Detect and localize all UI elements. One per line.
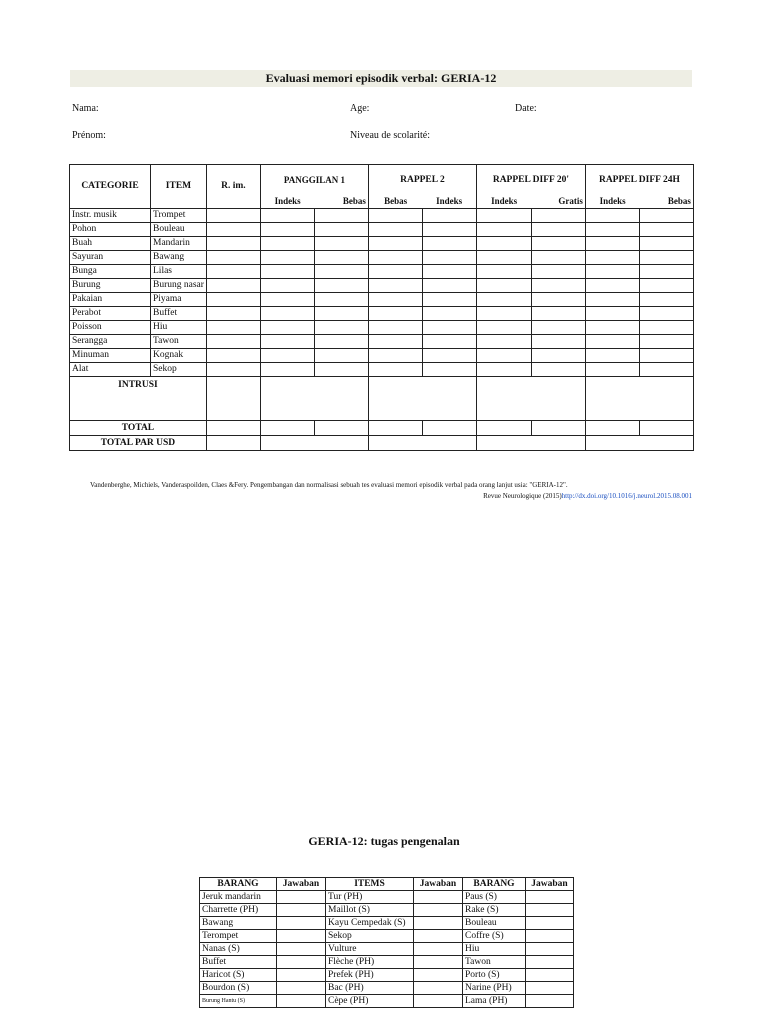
answer-cell[interactable]: [476, 278, 531, 292]
answer-cell[interactable]: [531, 292, 585, 306]
recognition-item: Bac (PH): [326, 982, 414, 995]
reference-source: [483, 492, 692, 500]
answer-cell[interactable]: [639, 348, 693, 362]
answer-cell[interactable]: [639, 320, 693, 334]
answer-cell[interactable]: [314, 320, 368, 334]
answer-cell[interactable]: [260, 334, 314, 348]
recognition-item: Bourdon (S): [200, 982, 277, 995]
table-row: [200, 969, 574, 982]
answer-cell[interactable]: [314, 250, 368, 264]
answer-cell[interactable]: [422, 264, 476, 278]
answer-cell[interactable]: [260, 250, 314, 264]
rec-header: ITEMS: [326, 878, 414, 891]
answer-cell[interactable]: [585, 264, 639, 278]
answer-cell[interactable]: [476, 222, 531, 236]
answer-cell[interactable]: [206, 334, 260, 348]
answer-cell[interactable]: [260, 306, 314, 320]
rec-header: Jawaban: [414, 878, 463, 891]
answer-cell[interactable]: [206, 306, 260, 320]
category-cell: Instr. musik: [70, 208, 151, 222]
item-cell: Sekop: [151, 362, 207, 376]
reference-citation: Vandenberghe, Michiels, Vanderaspoilden, Claes &Fery. Pengembangan dan normalisasi sebuah tes evaluasi memori episodik verbal pada orang lanjut usia: "GERIA-12".: [90, 481, 568, 489]
category-cell: Poisson: [70, 320, 151, 334]
answer-cell[interactable]: [260, 292, 314, 306]
answer-cell[interactable]: [585, 222, 639, 236]
table-row: [200, 930, 574, 943]
answer-cell[interactable]: [368, 348, 422, 362]
recognition-item: Burung Hantu (S): [200, 995, 277, 1008]
answer-cell[interactable]: [277, 904, 326, 917]
recognition-table: [199, 877, 574, 1008]
table-row: [70, 222, 694, 236]
answer-cell[interactable]: [422, 420, 476, 435]
intrusi-label: INTRUSI: [70, 376, 207, 420]
subheader: Indeks: [476, 195, 531, 209]
answer-cell[interactable]: [526, 943, 574, 956]
answer-cell[interactable]: [260, 222, 314, 236]
answer-cell[interactable]: [531, 278, 585, 292]
answer-cell[interactable]: [206, 420, 260, 435]
answer-cell[interactable]: [639, 236, 693, 250]
recognition-item: Paus (S): [463, 891, 526, 904]
answer-cell[interactable]: [476, 348, 531, 362]
age-label: Age:: [350, 103, 370, 114]
answer-cell[interactable]: [526, 995, 574, 1008]
answer-cell[interactable]: [639, 292, 693, 306]
answer-cell[interactable]: [277, 891, 326, 904]
answer-cell[interactable]: [260, 420, 314, 435]
recognition-item: Porto (S): [463, 969, 526, 982]
recognition-item: Hiu: [463, 943, 526, 956]
table-row: [200, 891, 574, 904]
answer-cell[interactable]: [526, 956, 574, 969]
answer-cell[interactable]: [585, 348, 639, 362]
table-row: [70, 278, 694, 292]
table-row: [70, 348, 694, 362]
answer-cell[interactable]: [585, 208, 639, 222]
answer-cell[interactable]: [206, 348, 260, 362]
answer-cell[interactable]: [314, 222, 368, 236]
answer-cell[interactable]: [206, 250, 260, 264]
date-label: Date:: [515, 103, 537, 114]
table-row: [200, 982, 574, 995]
answer-cell[interactable]: [206, 292, 260, 306]
answer-cell[interactable]: [476, 306, 531, 320]
answer-cell[interactable]: [422, 222, 476, 236]
answer-cell[interactable]: [368, 292, 422, 306]
answer-cell[interactable]: [476, 250, 531, 264]
recognition-item: Tur (PH): [326, 891, 414, 904]
rec-header: BARANG: [200, 878, 277, 891]
answer-cell[interactable]: [314, 264, 368, 278]
answer-cell[interactable]: [639, 306, 693, 320]
header-item: ITEM: [151, 165, 207, 209]
answer-cell[interactable]: [531, 348, 585, 362]
table-row: [200, 956, 574, 969]
answer-cell[interactable]: [314, 278, 368, 292]
answer-cell[interactable]: [585, 435, 693, 450]
answer-cell[interactable]: [260, 236, 314, 250]
subheader: Indeks: [585, 195, 639, 209]
answer-cell[interactable]: [531, 208, 585, 222]
total-par-usd-label: TOTAL PAR USD: [70, 435, 207, 450]
subheader: Indeks: [260, 195, 314, 209]
table-row: [200, 995, 574, 1008]
answer-cell[interactable]: [314, 420, 368, 435]
answer-cell[interactable]: [260, 320, 314, 334]
answer-cell[interactable]: [526, 917, 574, 930]
answer-cell[interactable]: [476, 236, 531, 250]
answer-cell[interactable]: [422, 236, 476, 250]
category-cell: Pohon: [70, 222, 151, 236]
answer-cell[interactable]: [422, 306, 476, 320]
answer-cell[interactable]: [206, 320, 260, 334]
subheader: Indeks: [422, 195, 476, 209]
answer-cell[interactable]: [368, 420, 422, 435]
answer-cell[interactable]: [476, 264, 531, 278]
table-row: [70, 320, 694, 334]
answer-cell[interactable]: [422, 292, 476, 306]
answer-cell[interactable]: [476, 435, 585, 450]
answer-cell[interactable]: [585, 362, 639, 376]
table-row: [200, 904, 574, 917]
answer-cell[interactable]: [531, 222, 585, 236]
item-cell: Hiu: [151, 320, 207, 334]
answer-cell[interactable]: [206, 362, 260, 376]
rec-header: Jawaban: [526, 878, 574, 891]
recognition-item: Bouleau: [463, 917, 526, 930]
answer-cell[interactable]: [585, 420, 639, 435]
item-cell: Trompet: [151, 208, 207, 222]
answer-cell[interactable]: [368, 222, 422, 236]
answer-cell[interactable]: [314, 334, 368, 348]
answer-cell[interactable]: [277, 917, 326, 930]
table-row: [70, 334, 694, 348]
item-cell: Burung nasar: [151, 278, 207, 292]
answer-cell[interactable]: [476, 420, 531, 435]
answer-cell[interactable]: [368, 278, 422, 292]
answer-cell[interactable]: [585, 278, 639, 292]
answer-cell[interactable]: [277, 982, 326, 995]
answer-cell[interactable]: [368, 362, 422, 376]
answer-cell[interactable]: [585, 236, 639, 250]
table-row: [70, 362, 694, 376]
answer-cell[interactable]: [639, 264, 693, 278]
answer-cell[interactable]: [531, 250, 585, 264]
recognition-item: Charrette (PH): [200, 904, 277, 917]
answer-cell[interactable]: [368, 236, 422, 250]
recognition-item: Tawon: [463, 956, 526, 969]
answer-cell[interactable]: [314, 362, 368, 376]
table-row: [70, 264, 694, 278]
subheader: Bebas: [639, 195, 693, 209]
subheader: Gratis: [531, 195, 585, 209]
recognition-item: Maillot (S): [326, 904, 414, 917]
answer-cell[interactable]: [639, 208, 693, 222]
answer-cell[interactable]: [277, 930, 326, 943]
answer-cell[interactable]: [414, 956, 463, 969]
prenom-label: Prénom:: [72, 130, 106, 141]
recall-table: [69, 164, 694, 451]
reference-journal: Revue Neurologique (2015): [483, 492, 562, 500]
answer-cell[interactable]: [526, 930, 574, 943]
answer-cell[interactable]: [476, 320, 531, 334]
answer-cell[interactable]: [531, 306, 585, 320]
category-cell: Bunga: [70, 264, 151, 278]
nama-label: Nama:: [72, 103, 99, 114]
answer-cell[interactable]: [639, 222, 693, 236]
answer-cell[interactable]: [422, 362, 476, 376]
answer-cell[interactable]: [639, 334, 693, 348]
answer-cell[interactable]: [639, 420, 693, 435]
table-row: [70, 292, 694, 306]
answer-cell[interactable]: [206, 278, 260, 292]
table-row: [70, 306, 694, 320]
answer-cell[interactable]: [531, 320, 585, 334]
answer-cell[interactable]: [414, 930, 463, 943]
header-rappel-diff-20: RAPPEL DIFF 20': [476, 165, 585, 195]
answer-cell[interactable]: [368, 264, 422, 278]
answer-cell[interactable]: [526, 891, 574, 904]
answer-cell[interactable]: [639, 362, 693, 376]
header-rappel-diff-24: RAPPEL DIFF 24H: [585, 165, 693, 195]
answer-cell[interactable]: [531, 420, 585, 435]
recognition-item: Coffre (S): [463, 930, 526, 943]
answer-cell[interactable]: [314, 348, 368, 362]
answer-cell[interactable]: [368, 306, 422, 320]
answer-cell[interactable]: [206, 222, 260, 236]
answer-cell[interactable]: [260, 435, 368, 450]
subheader: Bebas: [314, 195, 368, 209]
category-cell: Sayuran: [70, 250, 151, 264]
recognition-item: Haricot (S): [200, 969, 277, 982]
table-row: [200, 943, 574, 956]
answer-cell[interactable]: [531, 264, 585, 278]
table-row: [70, 236, 694, 250]
answer-cell[interactable]: [414, 982, 463, 995]
category-cell: Alat: [70, 362, 151, 376]
recognition-item: Jeruk mandarin: [200, 891, 277, 904]
recognition-item: Buffet: [200, 956, 277, 969]
doi-link[interactable]: http://dx.doi.org/10.1016/j.neurol.2015.08.001: [561, 492, 692, 500]
document-title: Evaluasi memori episodik verbal: GERIA-12: [70, 70, 692, 87]
answer-cell[interactable]: [368, 376, 476, 420]
recognition-item: Prefek (PH): [326, 969, 414, 982]
category-cell: Serangga: [70, 334, 151, 348]
recognition-title: GERIA-12: tugas pengenalan: [308, 834, 460, 848]
answer-cell[interactable]: [639, 278, 693, 292]
answer-cell[interactable]: [368, 208, 422, 222]
item-cell: Mandarin: [151, 236, 207, 250]
recognition-item: Kayu Cempedak (S): [326, 917, 414, 930]
answer-cell[interactable]: [585, 306, 639, 320]
niveau-label: Niveau de scolarité:: [350, 130, 430, 141]
total-label: TOTAL: [70, 420, 207, 435]
item-cell: Kognak: [151, 348, 207, 362]
answer-cell[interactable]: [531, 362, 585, 376]
category-cell: Pakaian: [70, 292, 151, 306]
subheader: Bebas: [368, 195, 422, 209]
answer-cell[interactable]: [368, 334, 422, 348]
answer-cell[interactable]: [531, 334, 585, 348]
answer-cell[interactable]: [414, 904, 463, 917]
answer-cell[interactable]: [368, 250, 422, 264]
answer-cell[interactable]: [368, 320, 422, 334]
answer-cell[interactable]: [422, 250, 476, 264]
recognition-item: Rake (S): [463, 904, 526, 917]
answer-cell[interactable]: [639, 250, 693, 264]
recognition-item: Cèpe (PH): [326, 995, 414, 1008]
recognition-item: Sekop: [326, 930, 414, 943]
answer-cell[interactable]: [422, 278, 476, 292]
answer-cell[interactable]: [422, 348, 476, 362]
header-rappel2: RAPPEL 2: [368, 165, 476, 195]
answer-cell[interactable]: [422, 320, 476, 334]
answer-cell[interactable]: [314, 236, 368, 250]
header-rim: R. im.: [206, 165, 260, 209]
item-cell: Lilas: [151, 264, 207, 278]
answer-cell[interactable]: [526, 969, 574, 982]
item-cell: Piyama: [151, 292, 207, 306]
table-row: [70, 208, 694, 222]
answer-cell[interactable]: [414, 917, 463, 930]
recognition-item: Vulture: [326, 943, 414, 956]
recognition-item: Flèche (PH): [326, 956, 414, 969]
answer-cell[interactable]: [585, 376, 693, 420]
answer-cell[interactable]: [277, 956, 326, 969]
category-cell: Burung: [70, 278, 151, 292]
answer-cell[interactable]: [585, 320, 639, 334]
answer-cell[interactable]: [314, 306, 368, 320]
recognition-item: Terompet: [200, 930, 277, 943]
answer-cell[interactable]: [260, 376, 368, 420]
header-categorie: CATEGORIE: [70, 165, 151, 209]
answer-cell[interactable]: [422, 334, 476, 348]
answer-cell[interactable]: [414, 891, 463, 904]
answer-cell[interactable]: [260, 278, 314, 292]
answer-cell[interactable]: [277, 969, 326, 982]
answer-cell[interactable]: [422, 208, 476, 222]
answer-cell[interactable]: [260, 264, 314, 278]
answer-cell[interactable]: [414, 943, 463, 956]
answer-cell[interactable]: [476, 292, 531, 306]
answer-cell[interactable]: [476, 362, 531, 376]
recognition-item: Nanas (S): [200, 943, 277, 956]
category-cell: Minuman: [70, 348, 151, 362]
answer-cell[interactable]: [260, 348, 314, 362]
answer-cell[interactable]: [277, 995, 326, 1008]
item-cell: Bawang: [151, 250, 207, 264]
answer-cell[interactable]: [260, 362, 314, 376]
answer-cell[interactable]: [476, 334, 531, 348]
answer-cell[interactable]: [526, 904, 574, 917]
answer-cell[interactable]: [585, 292, 639, 306]
answer-cell[interactable]: [277, 943, 326, 956]
header-panggilan1: PANGGILAN 1: [260, 165, 368, 195]
answer-cell[interactable]: [206, 264, 260, 278]
answer-cell[interactable]: [526, 982, 574, 995]
answer-cell[interactable]: [476, 208, 531, 222]
recognition-item: Lama (PH): [463, 995, 526, 1008]
table-row: [70, 250, 694, 264]
answer-cell[interactable]: [585, 250, 639, 264]
answer-cell[interactable]: [476, 376, 585, 420]
answer-cell[interactable]: [206, 376, 260, 420]
item-cell: Buffet: [151, 306, 207, 320]
item-cell: Bouleau: [151, 222, 207, 236]
category-cell: Buah: [70, 236, 151, 250]
answer-cell[interactable]: [531, 236, 585, 250]
table-row: [200, 917, 574, 930]
category-cell: Perabot: [70, 306, 151, 320]
item-cell: Tawon: [151, 334, 207, 348]
answer-cell[interactable]: [206, 435, 260, 450]
answer-cell[interactable]: [314, 208, 368, 222]
answer-cell[interactable]: [314, 292, 368, 306]
answer-cell[interactable]: [260, 208, 314, 222]
answer-cell[interactable]: [206, 208, 260, 222]
answer-cell[interactable]: [368, 435, 476, 450]
recognition-item: Bawang: [200, 917, 277, 930]
answer-cell[interactable]: [206, 236, 260, 250]
answer-cell[interactable]: [414, 969, 463, 982]
rec-header: Jawaban: [277, 878, 326, 891]
answer-cell[interactable]: [585, 334, 639, 348]
recognition-item: Narine (PH): [463, 982, 526, 995]
answer-cell[interactable]: [414, 995, 463, 1008]
rec-header: BARANG: [463, 878, 526, 891]
